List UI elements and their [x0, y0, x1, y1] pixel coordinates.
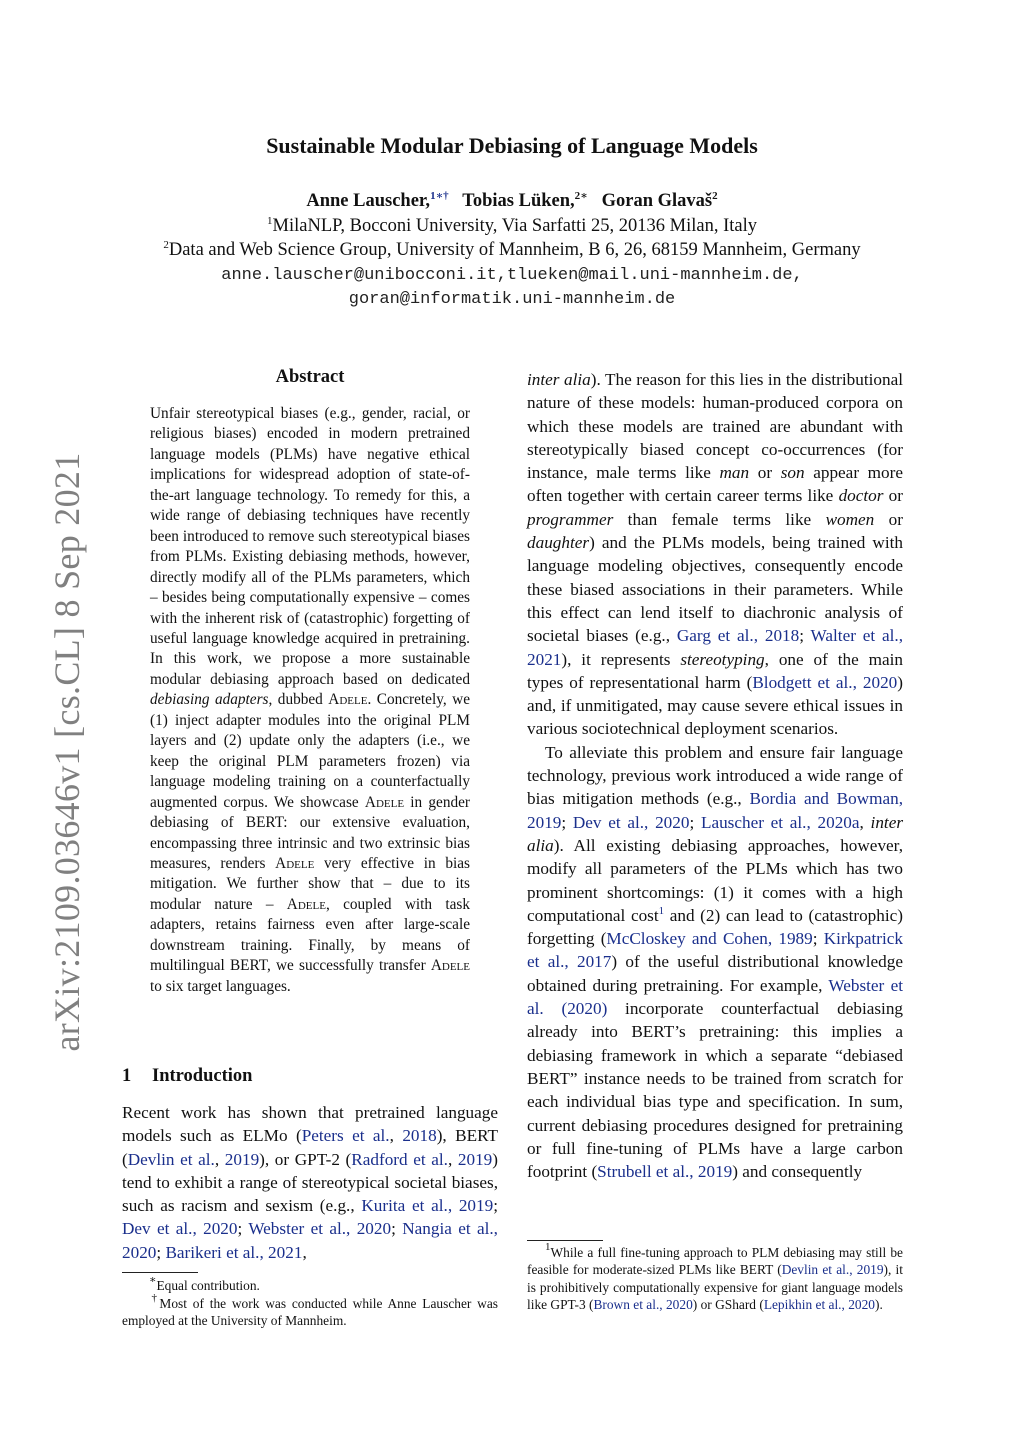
- intro-paragraph: To alleviate this problem and ensure fair language technology, previous work introduced a wide range of bias mitigation methods (e.g., Bordia and Bowman, 2019; Dev et al., 2020; Lauscher et al., 2020a, inter alia). All existing debiasing approaches, however, modify all parameters of the PLMs which has two prominent shortcomings: (1) it comes with a high computational cost$^1$ and (2) can lead to (catastrophic) forgetting (McCloskey and Cohen, 1989; Kirkpatrick et al., 2017) of the useful distributional knowledge obtained during pretraining. For example, Webster et al. (2020) incorporate counterfactual debiasing already into BERT’s pretraining: this implies a debiasing framework in which a separate “debiased BERT” instance needs to be trained from scratch for each individual bias type and specification. In sum, current debiasing procedures designed for pretraining or full fine-tuning of PLMs have a large carbon footprint (Strubell et al., 2019) and consequently: [527, 742, 904, 1182]
- abstract-body: Unfair stereotypical biases (e.g., gender, racial, or religious biases) encoded in modern pretrained language models (PLMs) have negative ethical implications for widespread adoption of state-of-the-art language technology. To remedy for this, a wide range of debiasing techniques have recently been introduced to remove such stereotypical biases from PLMs. Existing debiasing methods, however, directly modify all of the PLMs parameters, which – besides being computationally expensive – comes with the inherent risk of (catastrophic) forgetting of useful language knowledge acquired in pretraining. In this work, we propose a more sustainable modular debiasing approach based on dedicated debiasing adapters, dubbed Adele. Concretely, we (1) inject adapter modules into the original PLM layers and (2) update only the adapters (i.e., we keep the original PLM parameters frozen) via language modeling training on a counterfactually augmented corpus. We showcase Adele in gender debiasing of BERT: our extensive evaluation, encompassing three intrinsic and two extrinsic bias measures, renders Adele very effective in bias mitigation. We further show that – due to its modular nature – Adele, coupled with task adapters, retains fairness even after large-scale downstream training. Finally, by means of multilingual BERT, we successfully transfer Adele to six target languages.: [150, 405, 470, 995]
- citation-link[interactable]: McCloskey and Cohen, 1989: [606, 929, 813, 949]
- arxiv-stamp: arXiv:2109.03646v1 [cs.CL] 8 Sep 2021: [47, 452, 87, 1052]
- author-name: Tobias Lüken,: [462, 191, 575, 211]
- citation-link[interactable]: Devlin et al.: [127, 1149, 215, 1169]
- paper-title: Sustainable Modular Debiasing of Language Models: [266, 133, 758, 158]
- citation-link[interactable]: Lauscher et al., 2020a: [700, 812, 860, 832]
- footnote: $^1$While a full fine-tuning approach to PLM debiasing may still be feasible for moderate-sized PLMs like BERT (Devlin et al., 2019), it is prohibitively computationally expensive for giant language models like GPT-3 (Brown et al., 2020) or GShard (Lepikhin et al., 2020).: [527, 1241, 903, 1313]
- email-line: goran@informatik.uni-mannheim.de: [348, 290, 676, 309]
- citation-link[interactable]: Barikeri et al., 2021: [165, 1242, 303, 1262]
- citation-link[interactable]: Kurita et al., 2019: [361, 1196, 494, 1216]
- footnote-ref[interactable]: 1: [658, 904, 665, 917]
- author-marks[interactable]: 1∗†: [430, 190, 449, 202]
- section-heading: 1 Introduction: [122, 1066, 253, 1086]
- citation-link[interactable]: Webster et al., 2020: [248, 1219, 392, 1239]
- citation-link[interactable]: Dev et al., 2020: [122, 1219, 238, 1239]
- citation-link[interactable]: Kirkpatrick et al., 2017: [527, 929, 903, 972]
- affiliation: $^1$MilaNLP, Bocconi University, Via Sarfatti 25, 20136 Milan, Italy: [267, 215, 757, 236]
- intro-paragraph: inter alia). The reason for this lies in the distributional nature of these models: human-produced corpora on which these models are trained are abundant with stereotypically biased concept co-occurrences (for instance, male terms like man or son appear more often together with certain career terms like doctor or programmer than female terms like women or daughter) and the PLMs models, being trained with language modeling objectives, consequently encode these biased associations in their parameters. While this effect can lend itself to diachronic analysis of societal biases (e.g., Garg et al., 2018; Walter et al., 2021), it represents stereotyping, one of the main types of representational harm (Blodgett et al., 2020) and, if unmitigated, may cause severe ethical issues in various sociotechnical deployment scenarios.: [527, 370, 904, 739]
- right-column-text: [527, 368, 903, 1183]
- author-marks: 2: [712, 190, 718, 202]
- footnote: †Most of the work was conducted while Anne Lauscher was employed at the University of Mannheim.: [122, 1292, 498, 1329]
- citation-link[interactable]: Devlin et al., 2019: [781, 1262, 884, 1278]
- citation-link[interactable]: Brown et al., 2020: [593, 1297, 693, 1313]
- citation-link[interactable]: Radford et al.: [351, 1149, 448, 1169]
- citation-link[interactable]: Garg et al., 2018: [676, 626, 800, 646]
- citation-link[interactable]: Bordia and Bowman, 2019: [527, 789, 903, 832]
- citation-link[interactable]: 2019: [224, 1149, 260, 1169]
- author-list: [0, 191, 1024, 212]
- author-name: Goran Glavaš: [601, 191, 713, 211]
- footnote: ∗Equal contribution.: [149, 1274, 260, 1293]
- citation-link[interactable]: Lepikhin et al., 2020: [763, 1297, 876, 1313]
- citation-link[interactable]: Peters et al.: [301, 1126, 390, 1146]
- email-line: anne.lauscher@unibocconi.it,tlueken@mail.uni-mannheim.de,: [221, 266, 803, 285]
- citation-link[interactable]: 2019: [457, 1149, 493, 1169]
- citation-link[interactable]: Strubell et al., 2019: [597, 1162, 733, 1182]
- citation-link[interactable]: Blodgett et al., 2020: [752, 672, 898, 692]
- citation-link[interactable]: Walter et al., 2021: [527, 626, 904, 669]
- author-name: Anne Lauscher,: [306, 191, 431, 211]
- citation-link[interactable]: (2020): [561, 999, 608, 1019]
- citation-link[interactable]: Nangia et al., 2020: [122, 1219, 498, 1262]
- abstract-heading: Abstract: [275, 367, 345, 387]
- citation-link[interactable]: Webster et al.: [527, 975, 903, 1019]
- citation-link[interactable]: Dev et al., 2020: [572, 812, 690, 832]
- affiliation: $^2$Data and Web Science Group, University of Mannheim, B 6, 26, 68159 Mannheim, Germany: [163, 239, 861, 260]
- footnote-rule: [122, 1272, 198, 1273]
- author-marks: 2∗: [574, 190, 588, 202]
- footnote-rule: [527, 1240, 603, 1241]
- citation-link[interactable]: 2018: [402, 1126, 437, 1146]
- intro-paragraph: Recent work has shown that pretrained language models such as ELMo (Peters et al., 2018), BERT (Devlin et al., 2019), or GPT-2 (Radford et al., 2019) tend to exhibit a range of stereotypical societal biases, such as racism and sexism (e.g., Kurita et al., 2019; Dev et al., 2020; Webster et al., 2020; Nangia et al., 2020; Barikeri et al., 2021,: [122, 1103, 499, 1262]
